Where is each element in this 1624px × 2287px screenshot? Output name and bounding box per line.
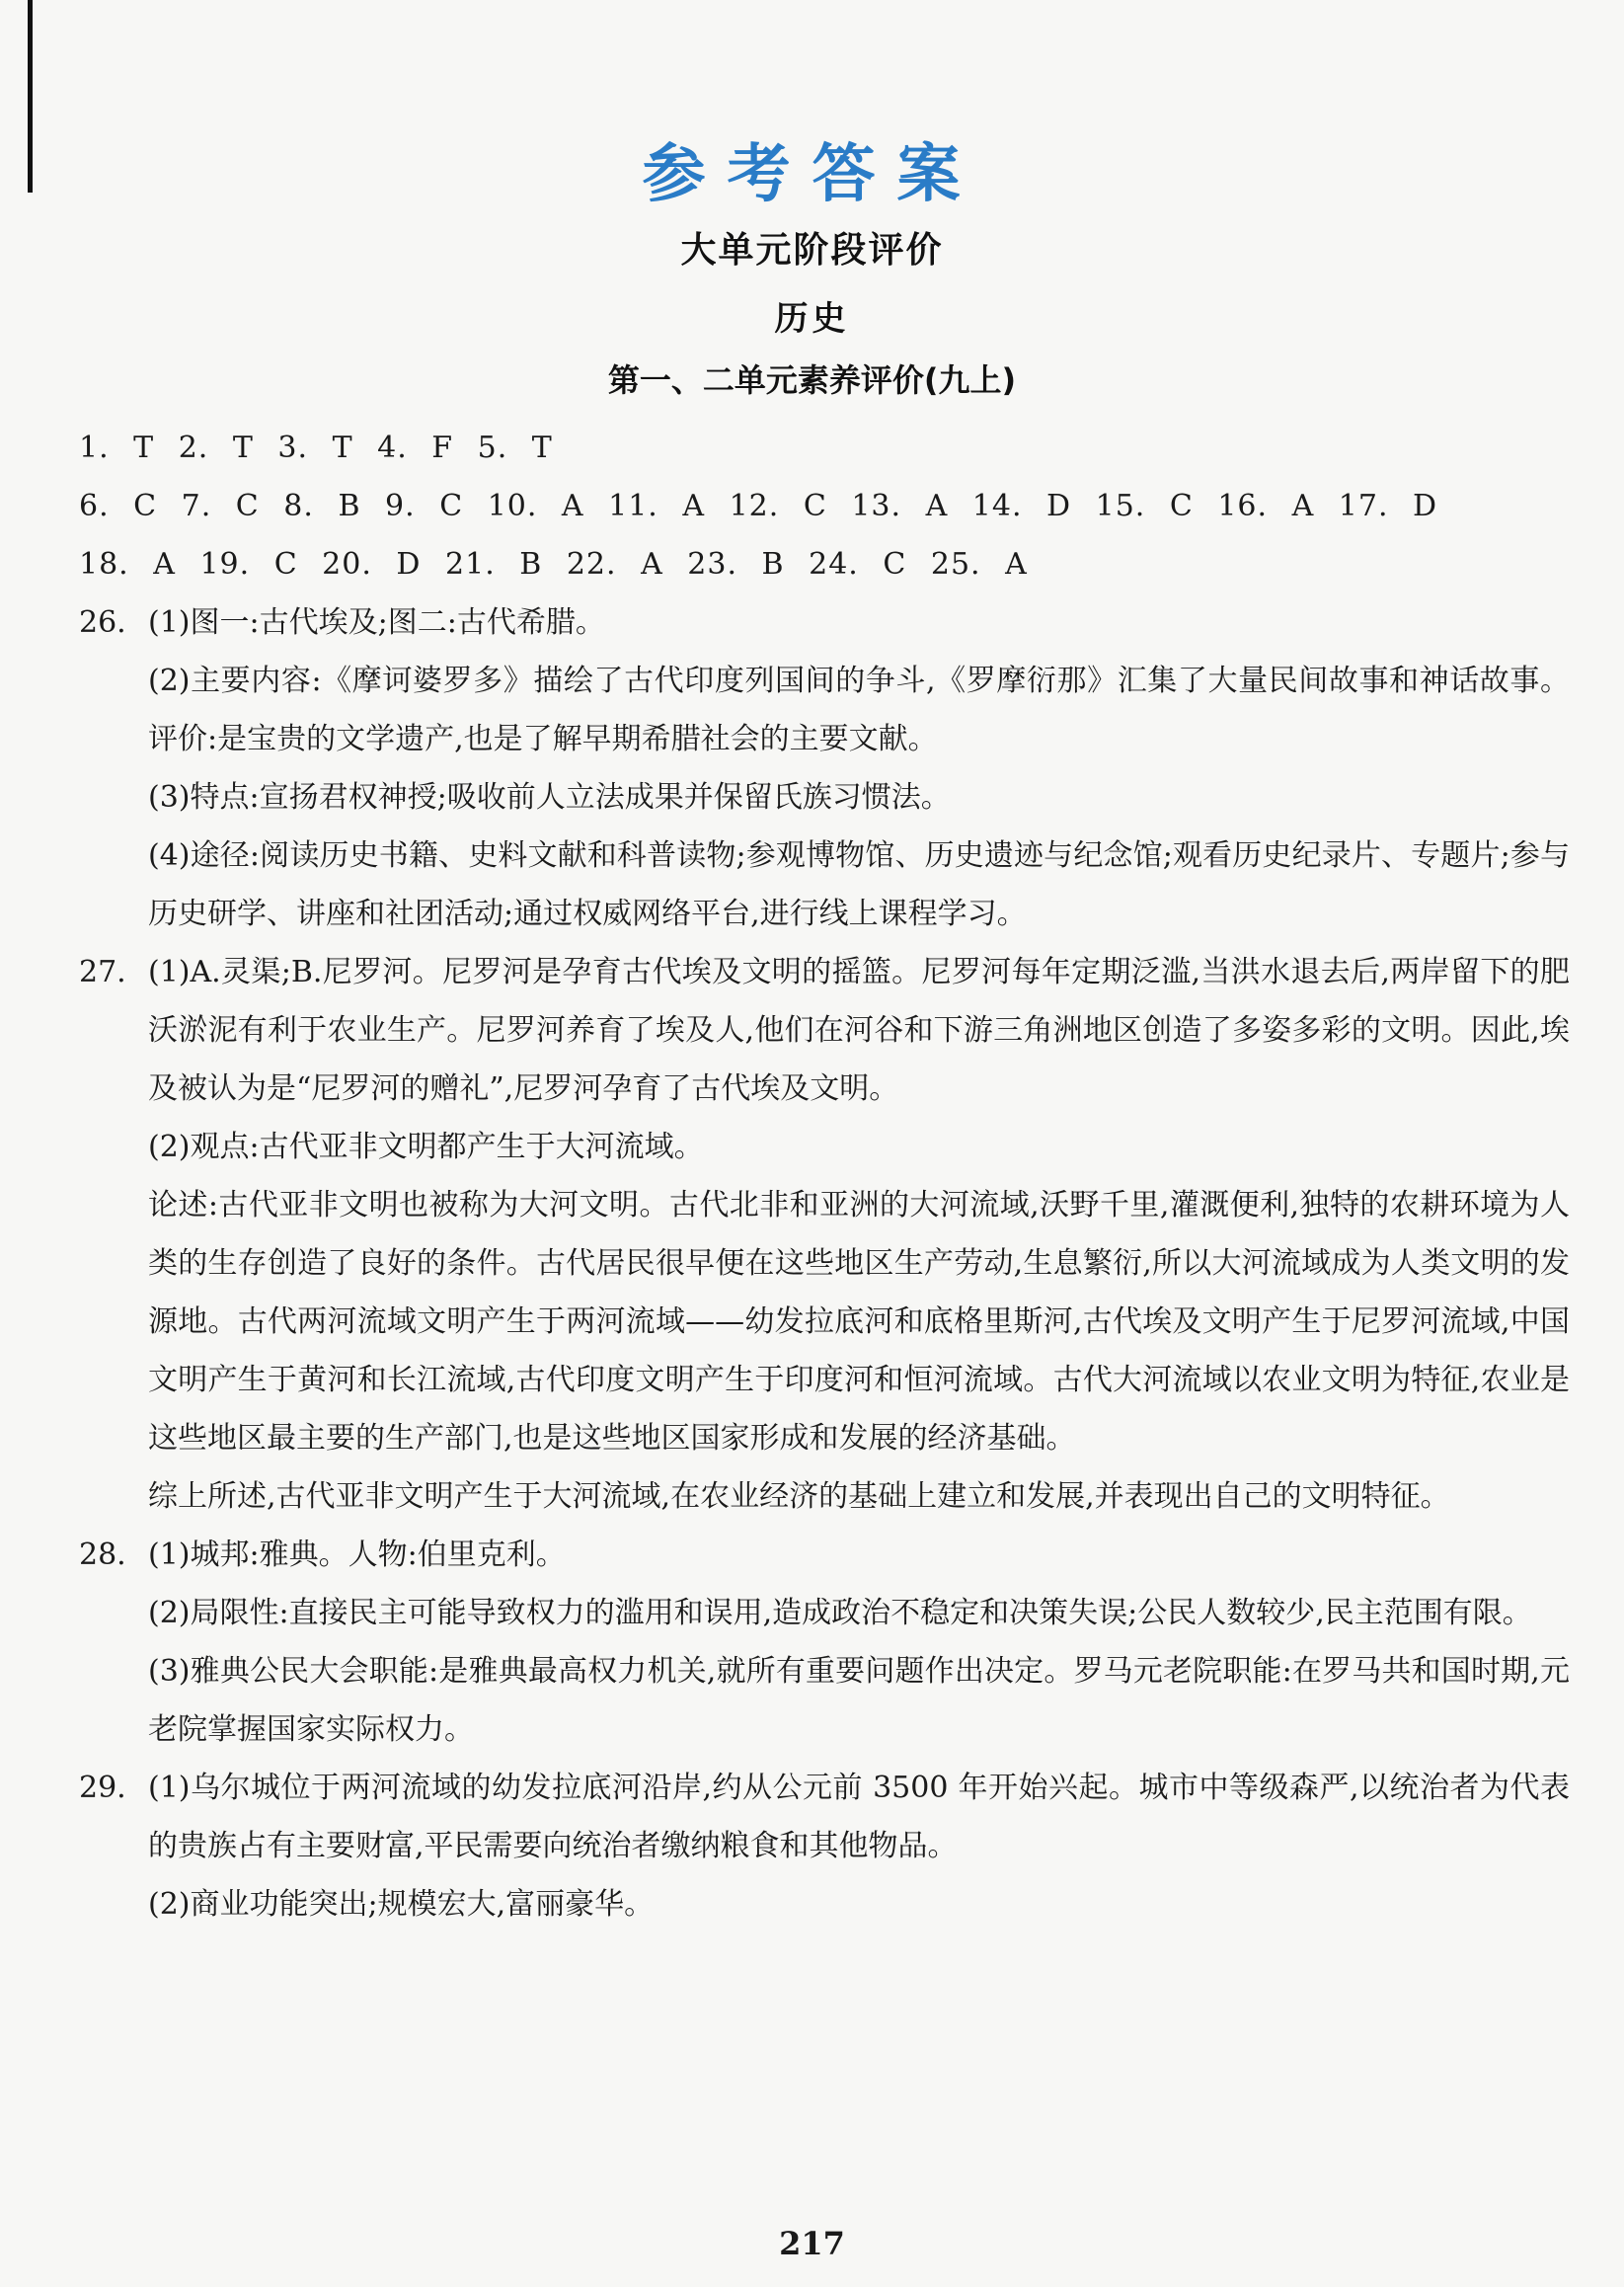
subject-title: 历史 [774,299,850,339]
page-title: 参考答案 [642,138,982,211]
question-29 [79,1759,1570,1933]
answer-part: (1)图一:古代埃及;图二:古代希腊。 [148,605,605,640]
answer-part: (1)乌尔城位于两河流域的幼发拉底河沿岸,约从公元前 3500 年开始兴起。城市中等级森严,以统治者为代表的贵族占有主要财富,平民需要向统治者缴纳粮食和其他物品。 [148,1771,1570,1863]
page-number: 217 [779,2225,845,2262]
answer-row: 18. A 19. C 20. D 21. B 22. A 23. B 24. C 25. A [79,547,1028,582]
answer-part: (3)特点:宣扬君权神授;吸收前人立法成果并保留氏族习惯法。 [148,780,951,815]
answer-part: (4)途径:阅读历史书籍、史料文献和科普读物;参观博物馆、历史遗迹与纪念馆;观看历史纪录片、专题片;参与历史研学、讲座和社团活动;通过权威网络平台,进行线上课程学习。 [148,838,1570,931]
answer-part: (2)局限性:直接民主可能导致权力的滥用和误用,造成政治不稳定和决策失误;公民人数较少,民主范围有限。 [148,1596,1532,1630]
answer-part: (3)雅典公民大会职能:是雅典最高权力机关,就所有重要问题作出决定。罗马元老院职能:在罗马共和国时期,元老院掌握国家实际权力。 [148,1654,1570,1747]
question-number: 26. [79,605,126,640]
question-number: 27. [79,955,126,989]
question-number: 28. [79,1538,126,1572]
answer-row: 1. T 2. T 3. T 4. F 5. T [79,431,553,465]
answer-part: (2)主要内容:《摩诃婆罗多》描绘了古代印度列国间的争斗,《罗摩衍那》汇集了大量民间故事和神话故事。评价:是宝贵的文学遗产,也是了解早期希腊社会的主要文献。 [148,664,1570,756]
answer-part: 综上所述,古代亚非文明产生于大河流域,在农业经济的基础上建立和发展,并表现出自己的文明特征。 [148,1479,1450,1514]
answer-part: 论述:古代亚非文明也被称为大河文明。古代北非和亚洲的大河流域,沃野千里,灌溉便利,独特的农耕环境为人类的生存创造了良好的条件。古代居民很早便在这些地区生产劳动,生息繁衍,所以大河流域成为人类文明的发源地。古代两河流域文明产生于两河流域——幼发拉底河和底格里斯河,古代埃及文明产生于尼罗河流域,中国文明产生于黄河和长江流域,古代印度文明产生于印度河和恒河流域。古代大河流域以农业文明为特征,农业是这些地区最主要的生产部门,也是这些地区国家形成和发展的经济基础。 [148,1188,1570,1456]
section-title: 大单元阶段评价 [680,230,944,271]
answer-part: (1)城邦:雅典。人物:伯里克利。 [148,1538,566,1572]
question-28 [79,1526,1570,1759]
answer-part: (2)观点:古代亚非文明都产生于大河流域。 [148,1130,704,1164]
answer-part: (1)A.灵渠;B.尼罗河。尼罗河是孕育古代埃及文明的摇篮。尼罗河每年定期泛滥,当洪水退去后,两岸留下的肥沃淤泥有利于农业生产。尼罗河养育了埃及人,他们在河谷和下游三角洲地区创造了多姿多彩的文明。因此,埃及被认为是“尼罗河的赠礼”,尼罗河孕育了古代埃及文明。 [148,955,1570,1106]
answer-part: (2)商业功能突出;规模宏大,富丽豪华。 [148,1887,655,1922]
question-27 [79,943,1570,1526]
answer-content [79,419,1570,1933]
answer-row: 6. C 7. C 8. B 9. C 10. A 11. A 12. C 13. A 14. D 15. C 16. A 17. D [79,489,1438,523]
unit-title: 第一、二单元素养评价(九上) [607,361,1017,399]
question-26 [79,593,1570,943]
question-number: 29. [79,1771,126,1805]
